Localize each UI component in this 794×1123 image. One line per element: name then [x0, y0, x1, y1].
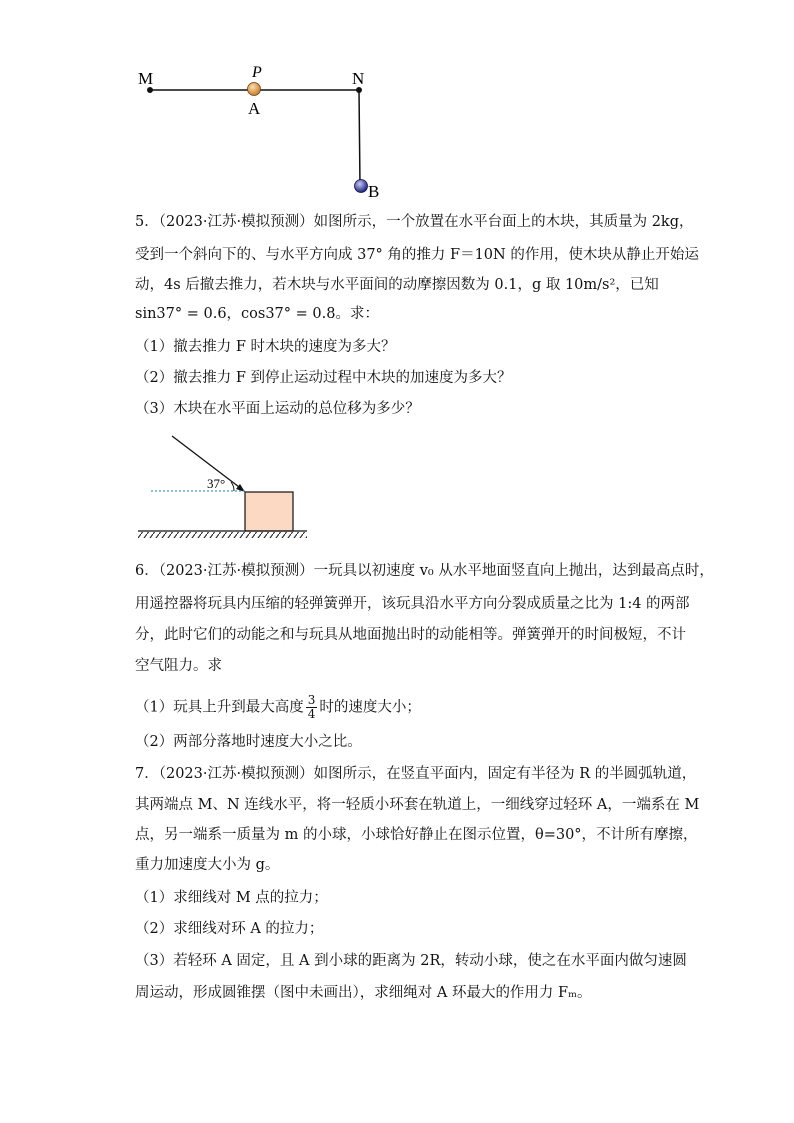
- q7-line-2: 其两端点 M、N 连线水平，将一轻质小环套在轨道上，一细线穿过轻环 A，一端系在 M: [135, 797, 700, 813]
- q5-sub-3: （3）木块在水平面上运动的总位移为多少？: [135, 401, 420, 417]
- q5-sub-2: （2）撤去推力 F 到停止运动过程中木块的加速度为多大？: [135, 370, 512, 386]
- q7-sub-1: （1）求细线对 M 点的拉力；: [135, 890, 328, 906]
- label-p: P: [252, 64, 262, 81]
- q6-line-1: 6．（2023·江苏·模拟预测）一玩具以初速度 v₀ 从水平地面竖直向上抛出，达到最高点时，: [135, 563, 714, 579]
- q7-line-3: 点，另一端系一质量为 m 的小球，小球恰好静止在图示位置，θ=30°，不计所有摩擦，: [135, 827, 698, 843]
- q5-line-3: 动，4s 后撤去推力，若木块与水平面间的动摩擦因数为 0.1，g 取 10m/s²，已知: [135, 277, 659, 293]
- q6-sub-1: [135, 694, 421, 721]
- q7-line-4: 重力加速度大小为 g。: [135, 857, 280, 873]
- q5-sub-1: （1）撤去推力 F 时木块的速度为多大？: [135, 339, 396, 355]
- q7-sub-3a: （3）若轻环 A 固定，且 A 到小球的距离为 2R，转动小球，使之在水平面内做匀速圆: [135, 953, 687, 969]
- q6-sub-1-text-b: 时的速度大小；: [319, 699, 421, 716]
- ball-b: [355, 180, 368, 193]
- q5-line-1: 5．（2023·江苏·模拟预测）如图所示，一个放置在水平台面上的木块，其质量为 2kg，: [135, 214, 694, 230]
- label-m: M: [138, 69, 154, 88]
- wood-block: [245, 492, 293, 531]
- q7-sub-3b: 周运动，形成圆锥摆（图中未画出），求细绳对 A 环最大的作用力 Fₘ。: [135, 985, 592, 1001]
- label-b: B: [368, 182, 380, 201]
- figure-block-push: [135, 430, 315, 540]
- q5-line-4: sin37° = 0.6，cos37° = 0.8。求：: [135, 306, 379, 322]
- label-n: N: [352, 69, 365, 88]
- fraction-three-quarters: [306, 694, 318, 721]
- fraction-denominator: 4: [307, 707, 316, 721]
- string-nb: [359, 90, 360, 186]
- fraction-numerator: 3: [307, 693, 316, 707]
- label-a: A: [248, 99, 261, 118]
- q6-line-2: 用遥控器将玩具内压缩的轻弹簧弹开，该玩具沿水平方向分裂成质量之比为 1:4 的两部: [135, 596, 690, 612]
- q6-line-4: 空气阻力。求: [135, 658, 222, 674]
- ring-p: [248, 83, 261, 96]
- ground-hatch: [138, 532, 307, 538]
- q7-line-1: 7．（2023·江苏·模拟预测）如图所示，在竖直平面内，固定有半径为 R 的半圆弧轨道，: [135, 766, 697, 782]
- q6-sub-2: （2）两部分落地时速度大小之比。: [135, 734, 362, 750]
- angle-label: 37°: [207, 476, 226, 491]
- q5-line-2: 受到一个斜向下的、与水平方向成 37° 角的推力 F＝10N 的作用，使木块从静止开始运: [135, 247, 699, 263]
- q7-sub-2: （2）求细线对环 A 的拉力；: [135, 921, 324, 937]
- q6-sub-1-text-a: （1）玩具上升到最大高度: [135, 699, 304, 716]
- figure-rod-pendulum: [130, 60, 390, 205]
- q6-line-3: 分，此时它们的动能之和与玩具从地面抛出时的动能相等。弹簧弹开的时间极短，不计: [135, 627, 686, 643]
